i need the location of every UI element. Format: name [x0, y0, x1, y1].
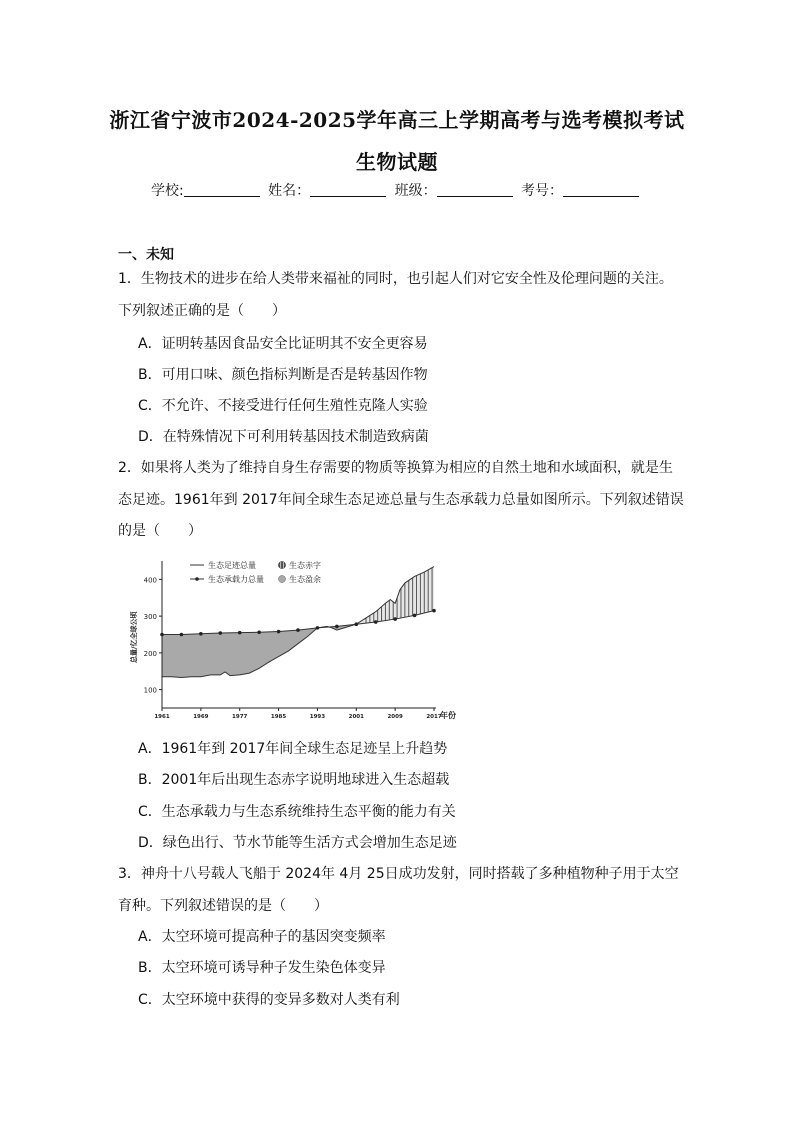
q3-option-c: C．太空环境中获得的变异多数对人类有利 — [138, 992, 400, 1008]
school-label: 学校: — [150, 183, 184, 199]
q1-option-d: D．在特殊情况下可利用转基因技术制造致病菌 — [138, 429, 429, 445]
x-tick-label: 1993 — [309, 714, 326, 720]
legend-surplus-label: 生态盈余 — [289, 575, 321, 584]
q2-option-b: B．2001年后出现生态赤字说明地球进入生态超载 — [138, 772, 450, 788]
x-axis-label: 年份 — [440, 711, 456, 720]
capacity-point — [218, 631, 222, 635]
capacity-point — [277, 630, 281, 634]
capacity-point — [257, 630, 261, 634]
legend-footprint-label: 生态足迹总量 — [208, 561, 256, 570]
legend-deficit-label: 生态赤字 — [289, 561, 321, 570]
x-tick-label: 1961 — [154, 714, 170, 720]
q1-stem-line-2: 下列叙述正确的是（ ） — [118, 303, 286, 319]
class-field[interactable] — [437, 182, 513, 197]
capacity-point — [238, 631, 242, 635]
capacity-point — [354, 622, 358, 626]
chart-plot-area — [144, 561, 442, 720]
student-info-line — [0, 180, 794, 200]
paper-title: 浙江省宁波市2024-2025学年高三上学期高考与选考模拟考试 — [109, 108, 685, 132]
exam-number-label: 考号： — [521, 183, 564, 199]
y-tick-label: 100 — [143, 686, 157, 695]
legend-deficit-swatch — [279, 562, 286, 569]
q3-option-b: B．太空环境可诱导种子发生染色体变异 — [138, 960, 386, 976]
q3-option-a: A．太空环境可提高种子的基因突变频率 — [138, 929, 386, 945]
school-field[interactable] — [184, 182, 260, 197]
q1-option-b: B．可用口味、颜色指标判断是否是转基因作物 — [138, 367, 428, 383]
legend-capacity-marker — [195, 577, 199, 581]
q3-stem-line-2: 育种。下列叙述错误的是（ ） — [118, 898, 328, 914]
legend-surplus-swatch — [279, 576, 286, 583]
y-tick-label: 200 — [143, 649, 157, 658]
x-tick-label: 2009 — [387, 714, 403, 720]
capacity-point — [199, 632, 203, 636]
x-tick-label: 1969 — [193, 714, 209, 720]
deficit-area — [358, 567, 435, 625]
q2-stem-line-3: 的是（ ） — [118, 523, 202, 539]
paper-subtitle: 生物试题 — [356, 150, 438, 174]
name-field[interactable] — [310, 182, 386, 197]
y-tick-label: 400 — [143, 576, 157, 585]
q1-stem-line-1: 1．生物技术的进步在给人类带来福祉的同时，也引起人们对它安全性及伦理问题的关注。 — [118, 271, 673, 287]
x-tick-label: 1977 — [232, 714, 248, 720]
capacity-point — [180, 633, 184, 637]
section-heading: 一、未知 — [118, 247, 174, 263]
exam-number-field[interactable] — [563, 182, 639, 197]
capacity-point — [374, 620, 378, 624]
capacity-point — [432, 609, 436, 613]
x-tick-label: 2017 — [426, 714, 442, 720]
x-tick-label: 2001 — [348, 714, 364, 720]
x-tick-label: 1985 — [270, 714, 287, 720]
capacity-point — [316, 626, 320, 630]
q2-option-c: C．生态承载力与生态系统维持生态平衡的能力有关 — [138, 804, 456, 820]
name-label: 姓名： — [268, 183, 311, 199]
ecological-footprint-chart — [122, 553, 467, 723]
q1-option-a: A．证明转基因食品安全比证明其不安全更容易 — [138, 336, 428, 352]
legend-capacity-label: 生态承载力总量 — [208, 575, 264, 584]
class-label: 班级： — [394, 183, 437, 199]
q2-option-a: A．1961年到 2017年间全球生态足迹呈上升趋势 — [138, 741, 448, 757]
capacity-point — [393, 617, 397, 621]
q2-option-d: D．绿色出行、节水节能等生活方式会增加生态足迹 — [138, 835, 457, 851]
q2-stem-line-1: 2．如果将人类为了维持自身生存需要的物质等换算为相应的自然土地和水域面积，就是生 — [118, 460, 673, 476]
capacity-point — [296, 628, 300, 632]
y-tick-label: 300 — [143, 613, 157, 622]
q1-option-c: C．不允许、不接受进行任何生殖性克隆人实验 — [138, 398, 428, 414]
q3-stem-line-1: 3．神舟十八号载人飞船于 2024年 4月 25日成功发射，同时搭载了多种植物种子用于太空 — [118, 866, 679, 882]
chart-legend — [190, 560, 321, 584]
y-axis-label: 总量/亿全球公顷 — [130, 611, 138, 663]
capacity-point — [413, 614, 417, 618]
q2-stem-line-2: 态足迹。1961年到 2017年间全球生态足迹总量与生态承载力总量如图所示。下列叙述错误 — [118, 492, 684, 508]
capacity-point — [335, 625, 339, 629]
